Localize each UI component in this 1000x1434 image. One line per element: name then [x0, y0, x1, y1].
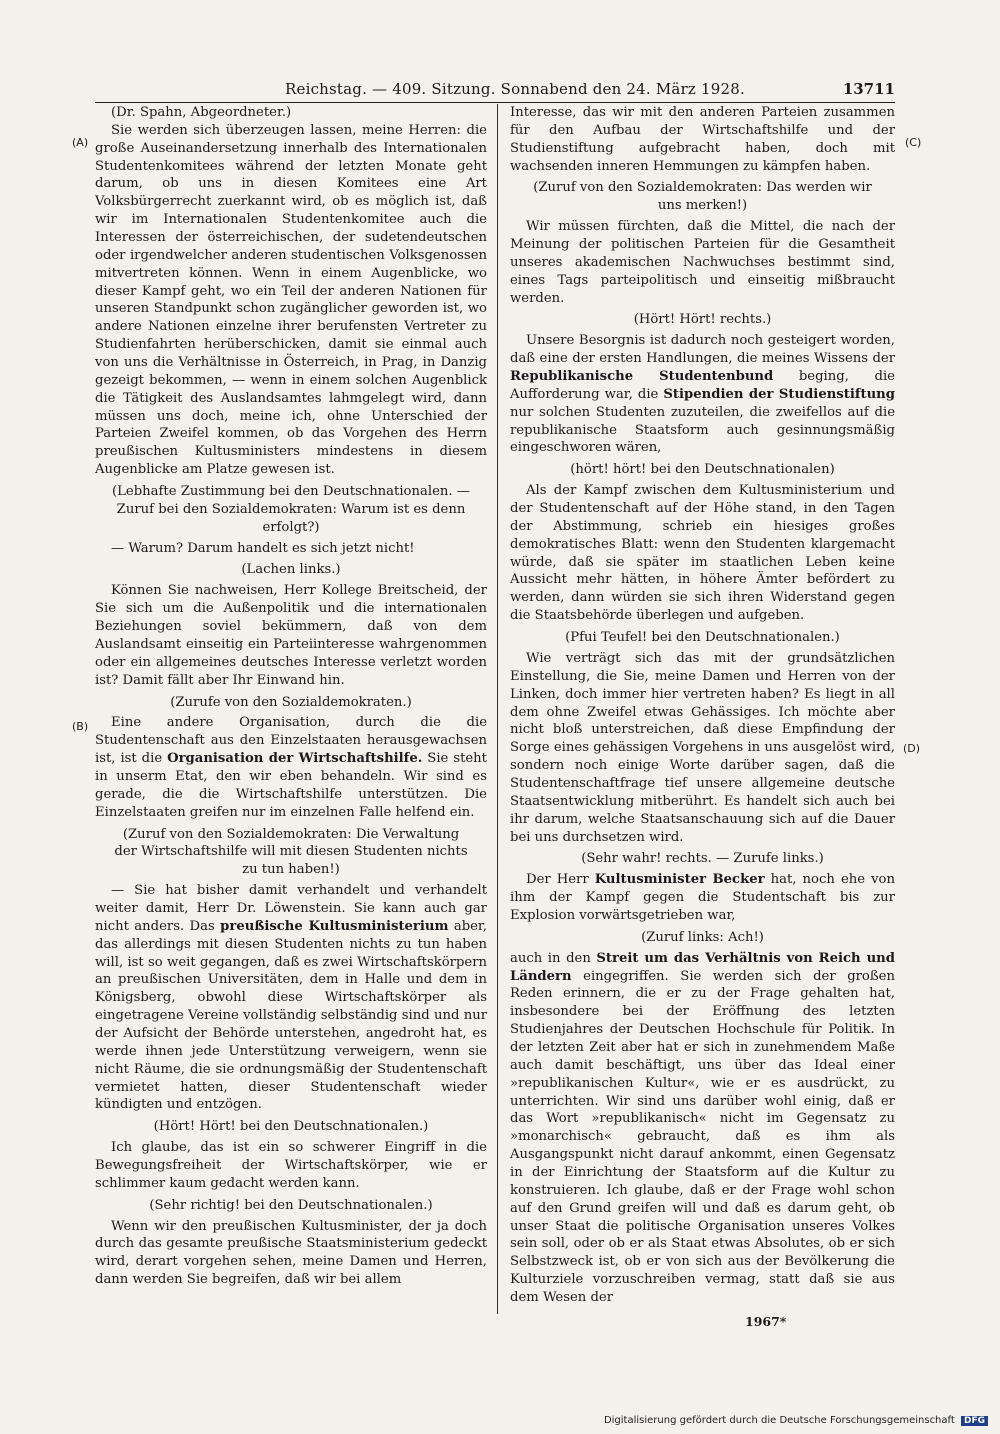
interjection: (hört! hört! bei den Deutschnationalen) — [570, 462, 835, 478]
credit-text: Digitalisierung gefördert durch die Deutsche Forschungsgemeinschaft — [603, 1415, 955, 1426]
margin-mark-d: (D) — [903, 742, 921, 755]
paragraph: Können Sie nachweisen, Herr Kollege Breitscheid, der Sie sich um die Außenpolitik und die internationalen Beziehungen soviel bekümmern, daß von dem Auslandsamt einseitig ein Parteiinteresse wahrgenommen oder ein allgemeines deutsches Interesse verletzt worden ist? Damit fällt aber Ihr Einwand hin. — [95, 583, 487, 688]
interjection: (Lachen links.) — [241, 562, 341, 578]
page-number: 13711 — [842, 80, 895, 98]
paragraph: Wir müssen fürchten, daß die Mittel, die nach der Meinung der politischen Parteien für die Gesamtheit unseres akademischen Nachwuchses bestimmt sind, eines Tags parteipolitisch und einseitig mißbraucht werden. — [510, 219, 895, 306]
paragraph: Wie verträgt sich das mit der grundsätzlichen Einstellung, die Sie, meine Damen und Herren von der Linken, doch immer hier vertreten haben? Es liegt in all dem ohne Zweifel etwas Gehässiges. Ich möchte aber nicht bloß unterstreichen, daß diese Empfindung der Sorge eines gehässigen Vorgehens in uns ausgelöst wird, sondern noch einige Worte darüber sagen, daß die Studentenschaftfrage tief unsere allgemeine deutsche Staatsentwicklung mitberührt. Es handelt sich auch bei ihr darum, welche Staatsanschauung sich auf die Dauer bei uns durchsetzen wird. — [510, 650, 895, 845]
text-run: hat, noch ehe von ihm der Kampf gegen die Studentschaft bis zur Explosion vorwärtsgetrieben war, — [510, 872, 895, 923]
text-run: — Sie hat bisher damit verhandelt und verhandelt weiter damit, Herr Dr. Löwenstein. Sie kann auch gar nicht anders. Das — [95, 883, 487, 934]
text-run: Sie steht in unserm Etat, den wir eben behandeln. Wir sind es gerade, die die Wirtschaftshilfe unterstützen. Die Einzelstaaten greifen nur im einzelnen Falle helfend ein. — [95, 751, 487, 820]
interjection: (Zuruf links: Ach!) — [641, 929, 764, 945]
paragraph: Sie werden sich überzeugen lassen, meine Herren: die große Auseinandersetzung innerhalb des Internationalen Studentenkomitees während der letzten Monate geht darum, ob uns in diesen Komitees eine Art Volksbürgerrecht zuerkannt wird, ob es möglich ist, daß wir im Internationalen Studentenkomitee auch die Interessen der österreichischen, der sudetendeutschen oder irgendwelcher anderen studentischen Volksgenossen mitvertreten können. Wenn in einem Augenblicke, wo dieser Kampf geht, wo ein Teil der anderen Nationen für unseren Standpunkt schon zugänglicher geworden ist, wo andere Nationen einzelne ihrer berufensten Vertreter zu Studienfahrten herüberschicken, damit sie einmal auch von uns die Verhältnisse in Österreich, in Prag, in Danzig gezeigt bekommen, — wenn in einem solchen Augenblick die Tätigkeit des Auslandsamtes lahmgelegt wird, dann müssen uns doch, meine ich, ohne Unterschied der Parteien Zweifel kommen, ob das Vorgehen des Herrn preußischen Kultusministers mindestens in diesem Augenblicke am Platze gewesen ist. — [95, 122, 487, 478]
text-run: Der Herr — [526, 872, 589, 888]
interjection: (Hört! Hört! rechts.) — [633, 312, 772, 328]
speaker-line: (Dr. Spahn, Abgeordneter.) — [111, 105, 292, 120]
paragraph — [510, 332, 895, 457]
right-column — [510, 104, 895, 1307]
text-run: nur solchen Studenten zuzuteilen, die zweifellos auf die republikanische Staatsform auch gesinnungsmäßig eingeschworen wären, — [510, 404, 895, 456]
text-run: Eine andere Organisation, durch die die Studentenschaft aus den Einzelstaaten herausgewachsen ist, ist die — [95, 715, 487, 767]
dfg-logo: DFG — [961, 1416, 988, 1426]
emphasis-term: Streit um das Verhältnis von Reich und Ländern — [510, 950, 895, 984]
emphasis-term: Stipendien der Studienstiftung — [663, 386, 895, 402]
paragraph — [510, 871, 895, 925]
emphasis-term: Republikanische Studentenbund — [510, 369, 774, 385]
header-title: Reichstag. — 409. Sitzung. Sonnabend den 24. März 1928. — [285, 80, 745, 98]
emphasis-term: preußische Kultusministerium — [220, 918, 449, 934]
paragraph: Ich glaube, das ist ein so schwerer Eingriff in die Bewegungsfreiheit der Wirtschaftskörper, wie er schlimmer kaum gedacht werden kann. — [95, 1140, 487, 1191]
paragraph — [95, 714, 487, 821]
interjection: (Pfui Teufel! bei den Deutschnationalen.) — [565, 630, 840, 646]
margin-mark-a: (A) — [72, 136, 89, 149]
interjection: (Hört! Hört! bei den Deutschnationalen.) — [153, 1119, 429, 1135]
paragraph: Wenn wir den preußischen Kultusminister, der ja doch durch das gesamte preußische Staatsministerium gedeckt wird, derart vorgehen sehen, meine Damen und Herren, dann werden Sie begreifen, daß wir bei allem — [95, 1218, 487, 1288]
emphasis-term: Kultusminister Becker — [594, 872, 765, 888]
text-run: beging, die Aufforderung war, die — [510, 369, 895, 402]
paragraph: Als der Kampf zwischen dem Kultusministerium und der Studentenschaft auf der Höhe stand, in den Tagen der Abstimmung, schrieb ein hiesiges großes demokratisches Blatt: wenn den Studenten klargemacht würde, daß sie später im staatlichen Leben keine Aussicht mehr hätten, in höhere Ämter befördert zu werden, dann würden sie sich ihren Widerstand gegen die Staatsbehörde überlegen und aufgeben. — [510, 483, 895, 624]
page-header — [95, 80, 895, 103]
interjection: (Zuruf von den Sozialdemokraten: Die Verwaltung der Wirtschaftshilfe will mit diesen Studenten nichts zu tun haben!) — [114, 826, 468, 878]
digitization-credit — [604, 1415, 988, 1426]
text-run: eingegriffen. Sie werden sich der großen Reden erinnern, die er zu der Frage gehalten hat, insbesondere bei der Eröffnung des letzten Studienjahres der Deutschen Hochschule für Politik. In der letzten Zeit aber hat er sich in zunehmendem Maße auch damit beschäftigt, uns über das Ideal einer »republikanischen Kultur«, wie er es ausdrückt, zu unterrichten. Wir sind uns darüber wohl einig, daß er das Wort »republikanisch« nicht im Gegensatz zu »monarchisch« gebraucht, daß es ihm als Ausgangspunkt nicht darauf ankommt, einen Gegensatz in der Einrichtung der Staatsform auf die Kultur zu konstruieren. Ich glaube, daß er der Frage wohl schon auf den Grund greifen will und daß es darum geht, ob unser Staat die politische Organisation unseres Volkes sein soll, oder ob er als Staat etwas Absolutes, ob er sich Selbstzweck ist, ob er von sich aus der Bevölkerung die Kulturziele vorzuschreiben vermag, statt daß sie aus dem Wesen der — [510, 968, 895, 1305]
signature-mark: 1967* — [745, 1314, 787, 1329]
margin-mark-b: (B) — [72, 720, 89, 733]
text-run: auch in den — [510, 950, 591, 966]
text-run: aber, das allerdings mit diesen Studenten nichts zu tun haben will, ist so weit gegangen, daß es zwei Wirtschaftskörpern an preußischen Universitäten, dem in Halle und dem in Königsberg, obwohl diese Wirtschaftskörper als eingetragene Vereine vollständig selbständig sind und nur der Aufsicht der Behörde unterstehen, angedroht hat, es werde ihnen jede Unterstützung verweigern, wenn sie nicht Räume, die sie ordnungsmäßig der Studentenschaft vermietet hatten, dieser Studentenschaft wieder kündigten und entzögen. — [95, 918, 487, 1113]
emphasis-term: Organisation der Wirtschaftshilfe. — [167, 751, 423, 767]
text-run: Unsere Besorgnis ist dadurch noch gesteigert worden, daß eine der ersten Handlungen, die meines Wissens der — [510, 333, 895, 367]
paragraph — [510, 950, 895, 1307]
margin-mark-c: (C) — [905, 136, 922, 149]
interjection: (Zurufe von den Sozialdemokraten.) — [170, 694, 412, 710]
interjection: (Lebhafte Zustimmung bei den Deutschnationalen. — Zuruf bei den Sozialdemokraten: Warum ist es denn erfolgt?) — [112, 484, 470, 535]
interjection: (Sehr wahr! rechts. — Zurufe links.) — [581, 851, 824, 867]
paragraph — [95, 882, 487, 1114]
left-column — [95, 104, 487, 1289]
paragraph: Interesse, das wir mit den anderen Parteien zusammen für den Aufbau der Wirtschaftshilfe und der Studienstiftung aufgebracht haben, doch mit wachsenden inneren Hemmungen zu kämpfen haben. — [510, 105, 895, 174]
column-divider — [497, 104, 498, 1314]
paragraph: — Warum? Darum handelt es sich jetzt nicht! — [111, 540, 415, 556]
interjection: (Sehr richtig! bei den Deutschnationalen.) — [149, 1197, 433, 1213]
interjection: (Zuruf von den Sozialdemokraten: Das werden wir uns merken!) — [533, 180, 872, 214]
